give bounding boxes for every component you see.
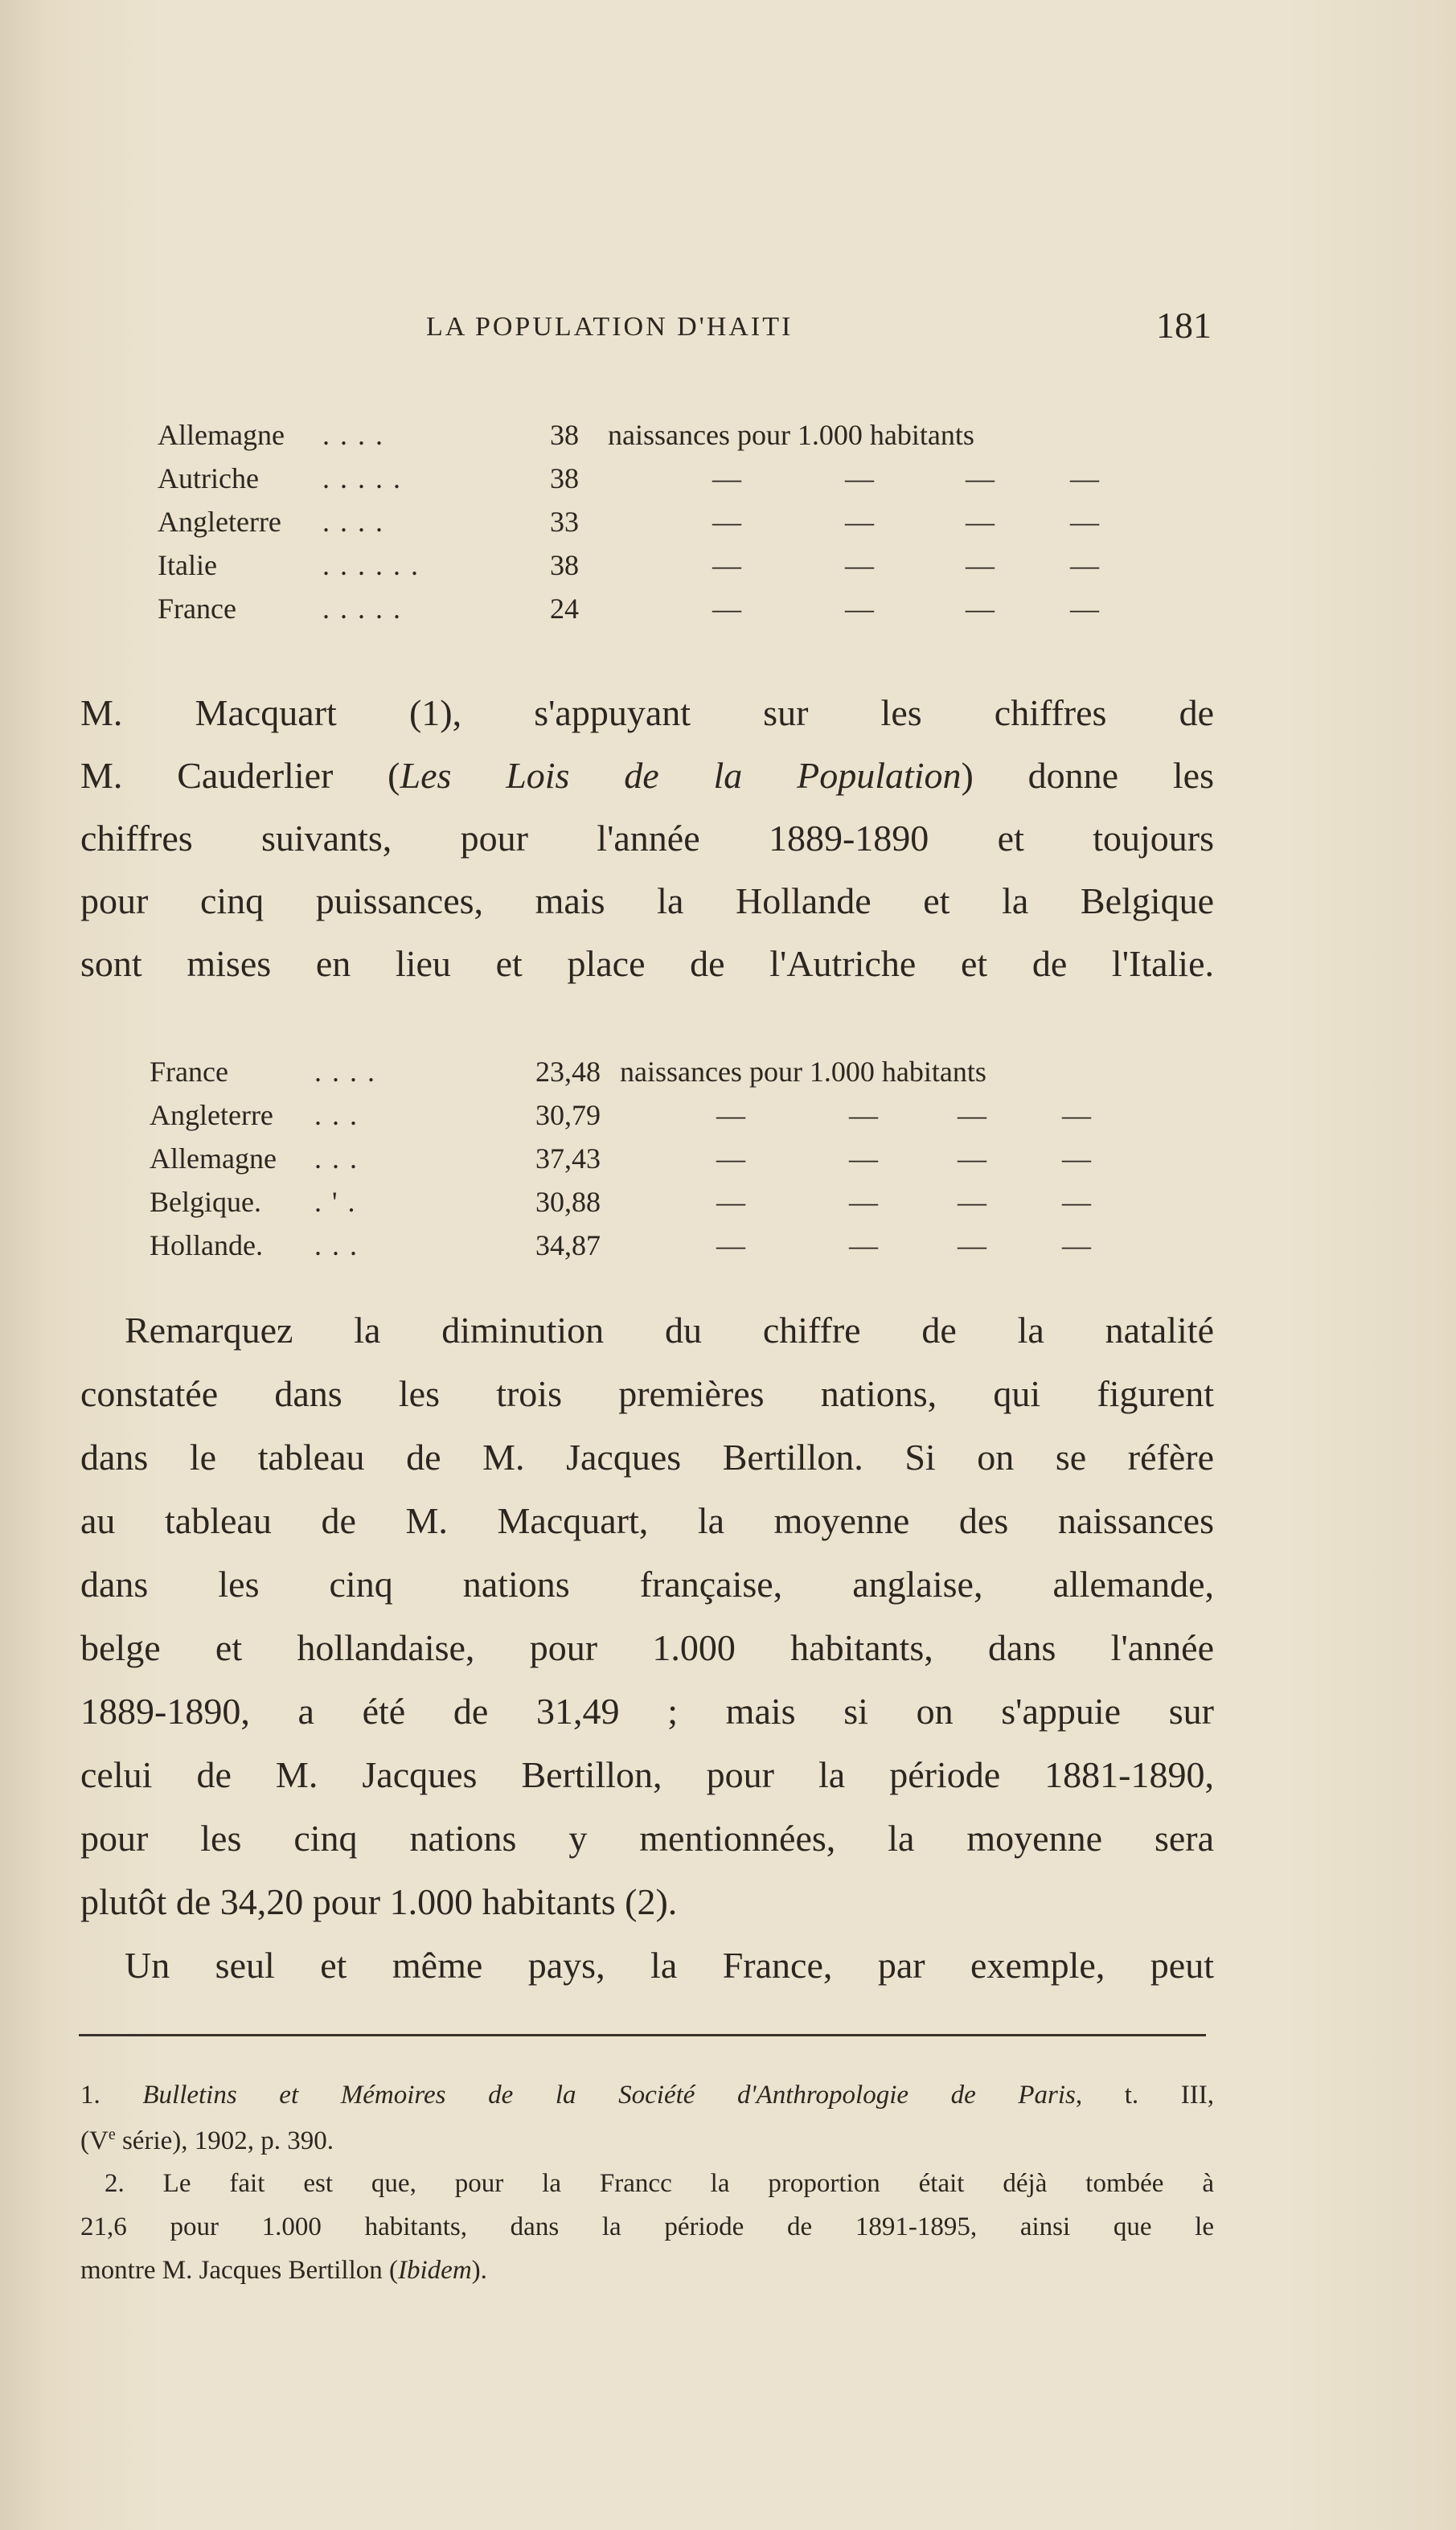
ditto-mark: — [712, 506, 741, 538]
text-line: dans le tableau de M. Jacques Bertillon. Si on se réfère [80, 1437, 1214, 1478]
superscript: e [108, 2126, 116, 2143]
ditto-mark: — [849, 1229, 878, 1261]
ditto-mark: — [845, 506, 874, 538]
ditto-mark: — [958, 1229, 986, 1261]
text-span: , t. III, [1075, 2081, 1215, 2110]
ditto-mark: — [1062, 1142, 1091, 1175]
ditto-mark: — [849, 1186, 878, 1218]
ditto-mark: — [845, 593, 874, 625]
page-number: 181 [1156, 305, 1212, 346]
ditto-mark: — [1070, 593, 1099, 625]
country-name: Autriche [158, 462, 259, 494]
country-name: Allemagne [158, 419, 285, 451]
dot-leaders: . . . . . [322, 593, 402, 625]
ditto-mark: — [966, 506, 995, 538]
ditto-mark: — [716, 1229, 745, 1261]
birth-rate-value: 33 [550, 506, 579, 538]
text-span: ) donne les [961, 755, 1214, 796]
ditto-mark: — [716, 1142, 745, 1175]
ditto-mark: — [849, 1099, 878, 1131]
dot-leaders: . . . [314, 1099, 359, 1131]
ditto-mark: — [966, 462, 995, 494]
text-line: au tableau de M. Macquart, la moyenne des naissances [80, 1500, 1214, 1541]
text-span: montre M. Jacques Bertillon ( [80, 2256, 399, 2285]
running-title: LA POPULATION D'HAITI [426, 312, 794, 342]
ditto-mark: — [712, 462, 741, 494]
dot-leaders: . . . . . . [322, 549, 420, 581]
ditto-mark: — [958, 1186, 986, 1218]
table-row [158, 418, 1163, 461]
ditto-mark: — [1062, 1099, 1091, 1131]
ditto-mark: — [966, 593, 995, 625]
country-name: Hollande. [150, 1229, 263, 1261]
footnote-title: Ibidem [398, 2256, 472, 2285]
dot-leaders: . ' . [314, 1186, 357, 1218]
text-line: celui de M. Jacques Bertillon, pour la période 1881-1890, [80, 1754, 1214, 1795]
table-row [150, 1228, 1155, 1272]
book-title: Les Lois de la Population [400, 755, 962, 796]
country-name: France [150, 1056, 228, 1088]
ditto-mark: — [849, 1142, 878, 1175]
ditto-mark: — [966, 549, 995, 581]
dot-leaders: . . . [314, 1229, 359, 1261]
birth-rate-value: 37,43 [535, 1142, 601, 1175]
footnote-2-cont [80, 2256, 1214, 2286]
birth-rate-value: 34,87 [535, 1229, 601, 1261]
footnote-2-cont: 21,6 pour 1.000 habitants, dans la période de 1891-1895, ainsi que le [80, 2212, 1214, 2241]
dot-leaders: . . . . . [322, 462, 402, 494]
text-line: dans les cinq nations française, anglaise, allemande, [80, 1564, 1214, 1605]
footnote-2: 2. Le fait est que, pour la Francc la proportion était déjà tombée à [105, 2169, 1214, 2198]
text-line: constatée dans les trois premières nations, qui figurent [80, 1373, 1214, 1414]
text-line: Remarquez la diminution du chiffre de la natalité [125, 1310, 1214, 1351]
text-span: ). [471, 2256, 487, 2285]
ditto-mark: — [1070, 462, 1099, 494]
country-name: France [158, 593, 236, 625]
ditto-mark: — [958, 1099, 986, 1131]
country-name: Allemagne [150, 1142, 277, 1175]
footnote-1 [80, 2081, 1214, 2110]
unit-label: naissances pour 1.000 habitants [620, 1056, 986, 1088]
ditto-mark: — [712, 593, 741, 625]
birth-rate-value: 38 [550, 549, 579, 581]
text-line [80, 754, 1214, 797]
text-line: plutôt de 34,20 pour 1.000 habitants (2). [80, 1881, 678, 1922]
text-line: pour les cinq nations y mentionnées, la moyenne sera [80, 1818, 1214, 1859]
ditto-mark: — [1062, 1186, 1091, 1218]
text-line: chiffres suivants, pour l'année 1889-1890 et toujours [80, 818, 1214, 859]
ditto-mark: — [712, 549, 741, 581]
table-row [158, 548, 1163, 592]
text-span: (V [80, 2126, 109, 2155]
footnote-title: Bulletins et Mémoires de la Société d'Anthropologie de Paris [142, 2081, 1076, 2110]
text-span: M. Cauderlier ( [80, 755, 400, 796]
text-span: série), 1902, p. 390. [115, 2126, 334, 2155]
birth-rate-value: 24 [550, 593, 579, 625]
country-name: Belgique. [150, 1186, 261, 1218]
ditto-mark: — [716, 1099, 745, 1131]
birth-rate-value: 38 [550, 419, 579, 451]
text-line: 1889-1890, a été de 31,49 ; mais si on s'appuie sur [80, 1691, 1214, 1732]
table-row [158, 505, 1163, 548]
birth-rate-value: 30,79 [535, 1099, 601, 1131]
table-row [150, 1142, 1155, 1185]
birth-rate-value: 38 [550, 462, 579, 494]
ditto-mark: — [1070, 506, 1099, 538]
ditto-mark: — [958, 1142, 986, 1175]
text-line: Un seul et même pays, la France, par exemple, peut [125, 1945, 1214, 1986]
country-name: Angleterre [158, 506, 281, 538]
country-name: Italie [158, 549, 217, 581]
footnote-rule [79, 2034, 1206, 2036]
country-name: Angleterre [150, 1099, 273, 1131]
ditto-mark: — [1070, 549, 1099, 581]
table-row [150, 1098, 1155, 1142]
dot-leaders: . . . [314, 1142, 359, 1175]
text-line: belge et hollandaise, pour 1.000 habitants, dans l'année [80, 1627, 1214, 1668]
footnote-1-cont [80, 2126, 1214, 2156]
dot-leaders: . . . . [322, 506, 384, 538]
unit-label: naissances pour 1.000 habitants [608, 419, 974, 451]
table-row [158, 461, 1163, 505]
dot-leaders: . . . . [322, 419, 384, 451]
ditto-mark: — [845, 462, 874, 494]
text-line: pour cinq puissances, mais la Hollande et la Belgique [80, 880, 1214, 921]
table-row [150, 1185, 1155, 1228]
ditto-mark: — [716, 1186, 745, 1218]
footnote-number: 1. [80, 2081, 100, 2110]
table-row [158, 592, 1163, 635]
text-line: sont mises en lieu et place de l'Autriche et de l'Italie. [80, 943, 1214, 984]
birth-rate-value: 23,48 [535, 1056, 601, 1088]
ditto-mark: — [845, 549, 874, 581]
table-row [150, 1055, 1155, 1098]
ditto-mark: — [1062, 1229, 1091, 1261]
dot-leaders: . . . . [314, 1056, 376, 1088]
text-line: M. Macquart (1), s'appuyant sur les chiffres de [80, 692, 1214, 733]
birth-rate-value: 30,88 [535, 1186, 601, 1218]
